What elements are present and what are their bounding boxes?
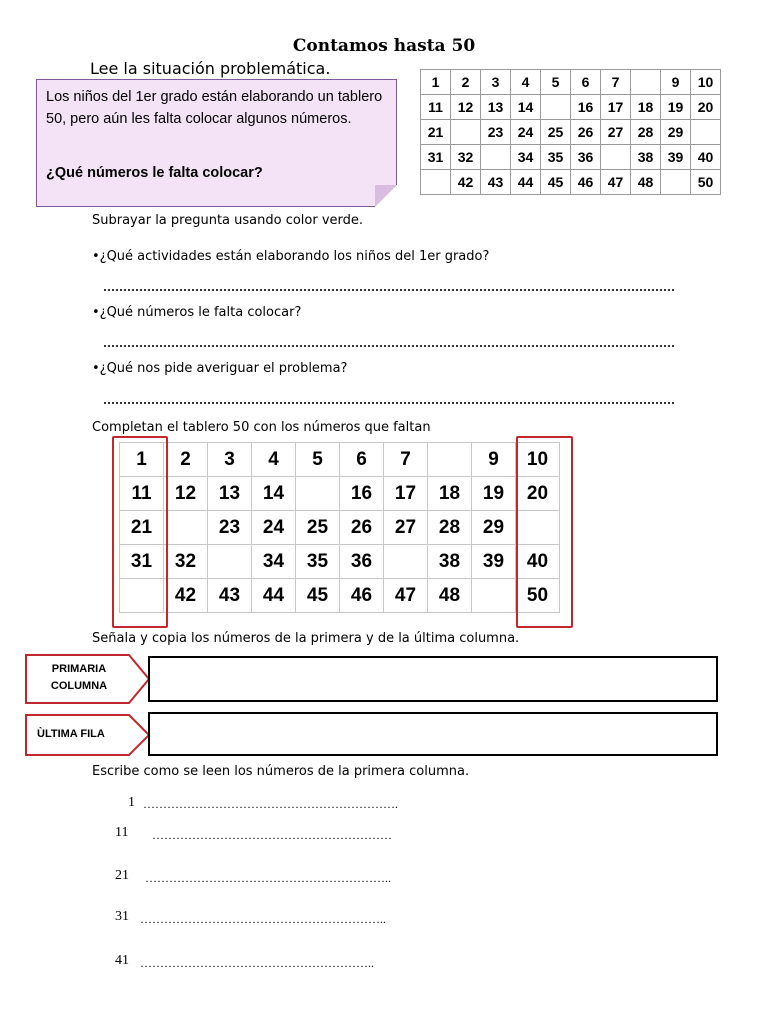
problem-question: ¿Qué números le falta colocar? bbox=[46, 165, 263, 181]
small-board-cell: 36 bbox=[571, 145, 601, 170]
small-board-cell: 32 bbox=[451, 145, 481, 170]
small-board-empty-cell[interactable] bbox=[541, 95, 571, 120]
small-board-cell: 27 bbox=[601, 120, 631, 145]
small-board-cell: 26 bbox=[571, 120, 601, 145]
big-board-cell: 9 bbox=[472, 443, 516, 477]
small-board-row bbox=[421, 120, 721, 145]
big-board-cell: 20 bbox=[516, 477, 560, 511]
small-board-cell: 1 bbox=[421, 70, 451, 95]
small-board-cell: 43 bbox=[481, 170, 511, 195]
big-board-cell: 42 bbox=[164, 579, 208, 613]
small-board-cell: 18 bbox=[631, 95, 661, 120]
big-board-cell: 10 bbox=[516, 443, 560, 477]
instruction-complete: Completan el tablero 50 con los números que faltan bbox=[92, 420, 431, 435]
answer-line-3[interactable] bbox=[104, 402, 674, 404]
small-board-cell: 21 bbox=[421, 120, 451, 145]
big-board-empty-cell[interactable] bbox=[296, 477, 340, 511]
first-column-answer-box[interactable] bbox=[148, 656, 718, 702]
big-board-cell: 26 bbox=[340, 511, 384, 545]
small-board-cell: 34 bbox=[511, 145, 541, 170]
big-board-cell: 38 bbox=[428, 545, 472, 579]
first-column-number: 11 bbox=[115, 825, 129, 840]
small-board-cell: 7 bbox=[601, 70, 631, 95]
small-board-cell: 50 bbox=[691, 170, 721, 195]
writing-line[interactable]: …………………………………………………….. bbox=[140, 912, 386, 926]
small-board-cell: 46 bbox=[571, 170, 601, 195]
last-column-highlight bbox=[516, 436, 573, 628]
small-board-cell: 47 bbox=[601, 170, 631, 195]
big-board-cell: 18 bbox=[428, 477, 472, 511]
small-board-cell: 14 bbox=[511, 95, 541, 120]
big-board-cell: 40 bbox=[516, 545, 560, 579]
subtitle: Lee la situación problemática. bbox=[90, 59, 331, 78]
big-board-cell: 44 bbox=[252, 579, 296, 613]
question-1: •¿Qué actividades están elaborando los niños del 1er grado? bbox=[92, 249, 490, 264]
first-column-number: 21 bbox=[115, 868, 129, 883]
small-board-cell: 42 bbox=[451, 170, 481, 195]
big-board-cell: 35 bbox=[296, 545, 340, 579]
small-board-cell: 10 bbox=[691, 70, 721, 95]
big-board-cell: 46 bbox=[340, 579, 384, 613]
answer-line-2[interactable] bbox=[104, 345, 674, 347]
small-board-cell: 6 bbox=[571, 70, 601, 95]
small-board-row bbox=[421, 170, 721, 195]
small-board-empty-cell[interactable] bbox=[631, 70, 661, 95]
small-board-cell: 44 bbox=[511, 170, 541, 195]
big-board-cell: 7 bbox=[384, 443, 428, 477]
problem-note bbox=[36, 79, 397, 207]
small-board-cell: 31 bbox=[421, 145, 451, 170]
small-board-cell: 23 bbox=[481, 120, 511, 145]
small-board-cell: 40 bbox=[691, 145, 721, 170]
big-board-empty-cell[interactable] bbox=[208, 545, 252, 579]
small-board-empty-cell[interactable] bbox=[481, 145, 511, 170]
small-board-cell: 2 bbox=[451, 70, 481, 95]
small-board-row bbox=[421, 95, 721, 120]
big-board-cell: 29 bbox=[472, 511, 516, 545]
page-title: Contamos hasta 50 bbox=[292, 36, 476, 56]
big-board-cell: 36 bbox=[340, 545, 384, 579]
big-board-row bbox=[120, 511, 560, 545]
first-column-number: 31 bbox=[115, 909, 129, 924]
big-board-empty-cell[interactable] bbox=[428, 443, 472, 477]
small-board-cell: 28 bbox=[631, 120, 661, 145]
small-board-cell: 9 bbox=[661, 70, 691, 95]
question-2: •¿Qué números le falta colocar? bbox=[92, 305, 302, 320]
writing-line[interactable]: ………………………………………………………. bbox=[143, 797, 398, 811]
small-board-cell: 13 bbox=[481, 95, 511, 120]
big-board-cell: 6 bbox=[340, 443, 384, 477]
big-board-row bbox=[120, 443, 560, 477]
small-board-empty-cell[interactable] bbox=[661, 170, 691, 195]
big-board-cell: 43 bbox=[208, 579, 252, 613]
big-board-cell: 50 bbox=[516, 579, 560, 613]
big-board-empty-cell[interactable] bbox=[164, 511, 208, 545]
small-board-empty-cell[interactable] bbox=[421, 170, 451, 195]
big-board-cell: 12 bbox=[164, 477, 208, 511]
big-board-cell: 32 bbox=[164, 545, 208, 579]
small-board-cell: 16 bbox=[571, 95, 601, 120]
big-board-cell: 5 bbox=[296, 443, 340, 477]
small-board-cell: 19 bbox=[661, 95, 691, 120]
small-board-cell: 38 bbox=[631, 145, 661, 170]
big-board-row bbox=[120, 579, 560, 613]
instruction-write: Escribe como se leen los números de la primera columna. bbox=[92, 764, 470, 779]
small-board-cell: 20 bbox=[691, 95, 721, 120]
small-board-cell: 24 bbox=[511, 120, 541, 145]
big-board-cell: 2 bbox=[164, 443, 208, 477]
label-first-column: PRIMARIA COLUMNA bbox=[50, 663, 108, 692]
small-board-cell: 3 bbox=[481, 70, 511, 95]
small-board-cell: 35 bbox=[541, 145, 571, 170]
big-board-cell: 48 bbox=[428, 579, 472, 613]
big-board-cell: 45 bbox=[296, 579, 340, 613]
writing-line[interactable]: …………………………………………………… bbox=[152, 828, 392, 842]
first-column-number: 1 bbox=[128, 795, 135, 810]
small-board-empty-cell[interactable] bbox=[691, 120, 721, 145]
small-board-cell: 11 bbox=[421, 95, 451, 120]
problem-text: Los niños del 1er grado están elaborando un tablero 50, pero aún les falta colocar algunos números. bbox=[46, 89, 383, 127]
big-board-row bbox=[120, 477, 560, 511]
first-column-highlight bbox=[112, 436, 168, 628]
last-row-answer-box[interactable] bbox=[148, 712, 718, 756]
question-3: •¿Qué nos pide averiguar el problema? bbox=[92, 361, 348, 376]
small-board-cell: 25 bbox=[541, 120, 571, 145]
first-column-number: 41 bbox=[115, 953, 129, 968]
big-board-cell: 47 bbox=[384, 579, 428, 613]
writing-line[interactable]: ………………………………………………….. bbox=[140, 956, 374, 970]
instruction-mark: Señala y copia los números de la primera y de la última columna. bbox=[92, 631, 520, 646]
small-board-cell: 17 bbox=[601, 95, 631, 120]
big-board-cell: 3 bbox=[208, 443, 252, 477]
big-board-row bbox=[120, 545, 560, 579]
big-board-cell: 27 bbox=[384, 511, 428, 545]
small-board-empty-cell[interactable] bbox=[601, 145, 631, 170]
small-board-empty-cell[interactable] bbox=[451, 120, 481, 145]
big-board-cell: 19 bbox=[472, 477, 516, 511]
big-board-cell: 25 bbox=[296, 511, 340, 545]
big-board-cell: 13 bbox=[208, 477, 252, 511]
small-board-cell: 4 bbox=[511, 70, 541, 95]
big-board-cell: 34 bbox=[252, 545, 296, 579]
small-board-cell: 29 bbox=[661, 120, 691, 145]
writing-line[interactable]: …………………………………………………….. bbox=[145, 871, 391, 885]
big-board-cell: 31 bbox=[120, 545, 164, 579]
answer-line-1[interactable] bbox=[104, 289, 674, 291]
big-board-cell: 24 bbox=[252, 511, 296, 545]
big-board-cell: 11 bbox=[120, 477, 164, 511]
big-board-cell: 39 bbox=[472, 545, 516, 579]
big-board-cell: 14 bbox=[252, 477, 296, 511]
big-board-cell: 17 bbox=[384, 477, 428, 511]
big-board-cell: 23 bbox=[208, 511, 252, 545]
instruction-underline: Subrayar la pregunta usando color verde. bbox=[92, 213, 364, 228]
small-board-row bbox=[421, 70, 721, 95]
big-board-cell: 21 bbox=[120, 511, 164, 545]
small-board-cell: 39 bbox=[661, 145, 691, 170]
small-board-row bbox=[421, 145, 721, 170]
small-board bbox=[420, 69, 721, 195]
note-fold bbox=[375, 185, 397, 207]
small-board-cell: 45 bbox=[541, 170, 571, 195]
big-board-empty-cell[interactable] bbox=[384, 545, 428, 579]
big-board-cell: 28 bbox=[428, 511, 472, 545]
big-board bbox=[119, 442, 560, 613]
small-board-cell: 48 bbox=[631, 170, 661, 195]
big-board-cell: 1 bbox=[120, 443, 164, 477]
small-board-cell: 12 bbox=[451, 95, 481, 120]
label-last-row: ÙLTIMA FILA bbox=[37, 728, 105, 740]
big-board-cell: 4 bbox=[252, 443, 296, 477]
big-board-cell: 16 bbox=[340, 477, 384, 511]
big-board-empty-cell[interactable] bbox=[472, 579, 516, 613]
small-board-cell: 5 bbox=[541, 70, 571, 95]
